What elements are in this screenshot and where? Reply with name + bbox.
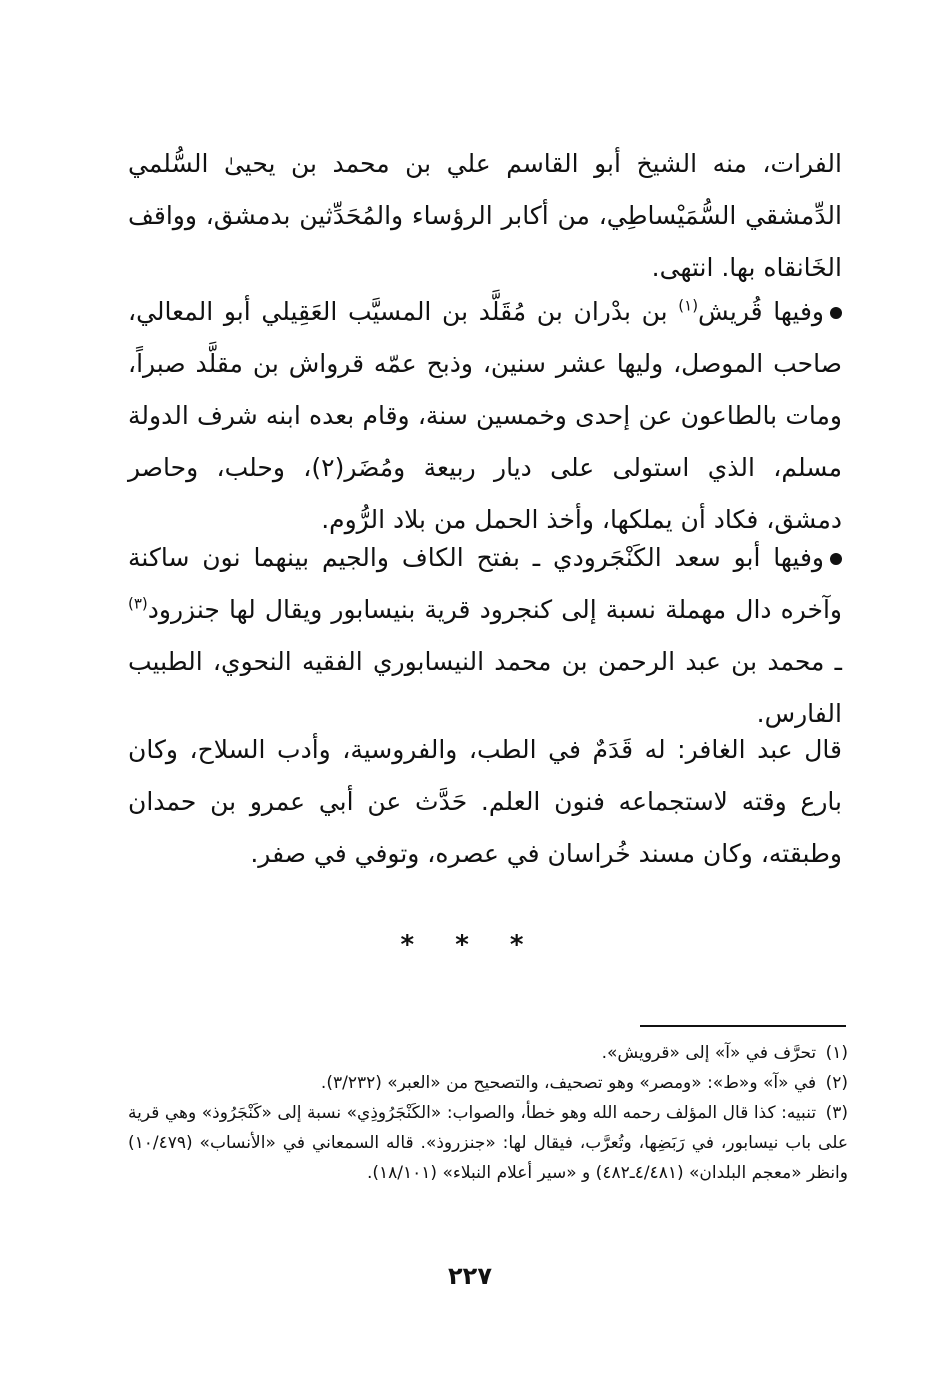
paragraph-3	[128, 532, 842, 740]
footnote-ref-1: (١)	[678, 296, 699, 315]
paragraph-2	[128, 286, 842, 546]
footnote-1-number: (١)	[825, 1043, 848, 1063]
paragraph-4-text: قال عبد الغافر: له قَدَمٌ في الطب، والفروسية، وأدب السلاح، وكان بارع وقته لاستجماعه فنون العلم. حَدَّث عن أبي عمرو بن حمدان وطبقته، وكان مسند خُراسان في عصره، وتوفي في صفر.	[128, 735, 842, 868]
footnote-2-text: في «آ» و«ط»: «ومصر» وهو تصحيف، والتصحيح من «العبر» (٣/٢٣٢).	[320, 1073, 817, 1093]
paragraph-1	[128, 138, 842, 294]
footnote-1	[128, 1038, 848, 1068]
footnote-divider	[640, 1025, 846, 1027]
page-number: ٢٢٧	[448, 1262, 492, 1290]
footnote-3-number: (٣)	[825, 1103, 848, 1123]
bullet-icon	[830, 307, 842, 319]
paragraph-1-text: الفرات، منه الشيخ أبو القاسم علي بن محمد بن يحيىٰ السُّلمي الدِّمشقي السُّمَيْساطِي، من أكابر الرؤساء والمُحَدِّثين بدمشق، وواقف الخَانقاه بها. انتهى.	[128, 149, 842, 282]
footnote-ref-3: (٣)	[128, 594, 148, 613]
paragraph-2-text-rest: بن بدْران بن مُقَلَّد بن المسيَّب العَقِيلي أبو المعالي، صاحب الموصل، وليها عشر سنين، وذبح عمّه قرواش بن مقلَّد صبراً، ومات بالطاعون عن إحدى وخمسين سنة، وقام بعده ابنه شرف الدولة مسلم، الذي استولى على ديار ربيعة ومُضَر(٢)، وحلب، وحاصر دمشق، فكاد أن يملكها، وأخذ الحمل من بلاد الرُّوم.	[128, 297, 842, 534]
footnote-1-text: تحرَّف في «آ» إلى «قرويش».	[601, 1043, 817, 1063]
footnote-3	[128, 1098, 848, 1188]
footnote-2-number: (٢)	[825, 1073, 848, 1093]
section-separator: * * *	[400, 930, 540, 960]
footnote-3-text: تنبيه: كذا قال المؤلف رحمه الله وهو خطأ، والصواب: «الكَنْجَرُوذِي» نسبة إلى «كَنْجَرُوذ» وهي قرية على باب نيسابور، في رَبَضِها، وتُعرَّب، فيقال لها: «جنزروذ». قاله السمعاني في «الأنساب» (١٠/٤٧٩) وانظر «معجم البلدان» (٤/٤٨١ـ٤٨٢) و «سير أعلام النبلاء» (١٨/١٠١).	[128, 1103, 848, 1183]
footnote-2	[128, 1068, 848, 1098]
bullet-icon	[830, 553, 842, 565]
paragraph-2-text-start: وفيها قُريش	[698, 297, 824, 326]
paragraph-3-text-start: وفيها أبو سعد الكَنْجَرودي ـ بفتح الكاف والجيم بينهما نون ساكنة وآخره دال مهملة نسبة إلى كنجرود قرية بنيسابور ويقال لها جنزرود	[128, 543, 842, 624]
footnotes	[128, 1038, 848, 1188]
paragraph-3-text-rest: ـ محمد بن عبد الرحمن بن محمد النيسابوري الفقيه النحوي، الطبيب الفارس.	[128, 647, 842, 728]
paragraph-4	[128, 724, 842, 880]
